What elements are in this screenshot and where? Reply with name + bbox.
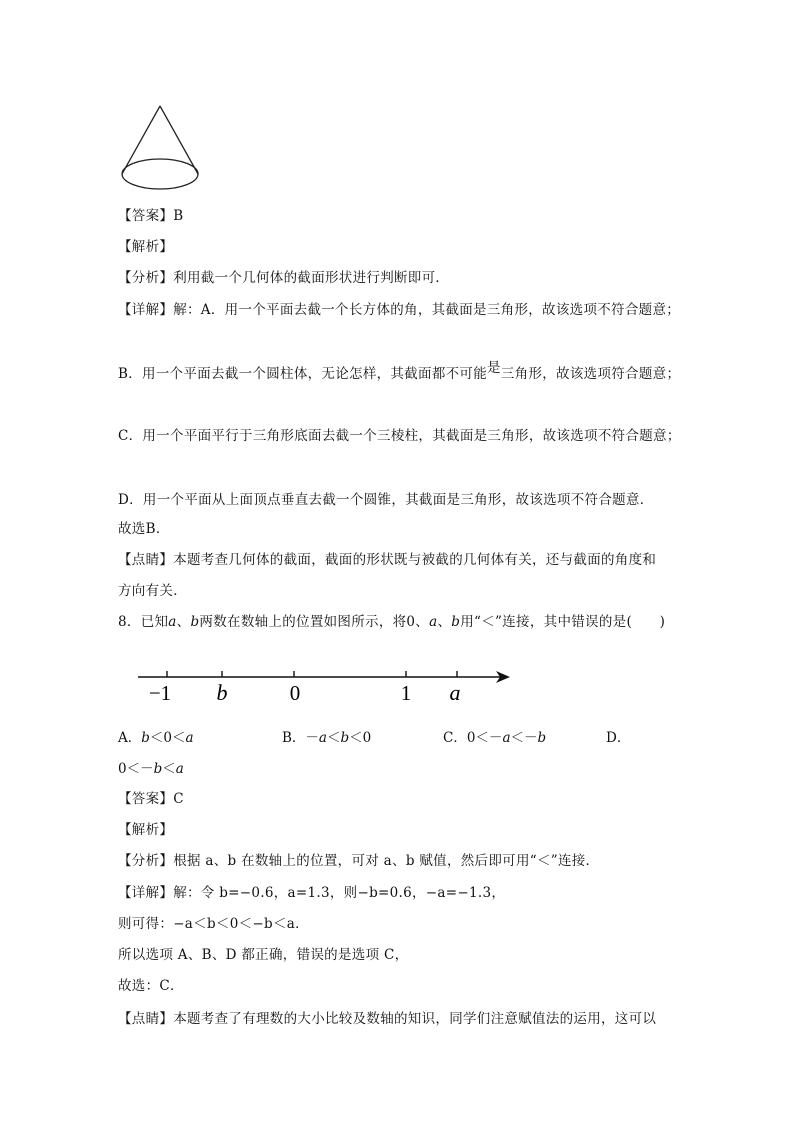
detail-b-text-post: 三角形，故该选项符合题意； bbox=[500, 366, 681, 382]
option-b-rel-1: ＜ bbox=[326, 730, 341, 746]
fenxi-text-2: 根据 a、b 在数轴上的位置，可对 a、b 赋值，然后即可用“＜”连接． bbox=[173, 853, 600, 869]
option-a-var-b: b bbox=[141, 730, 150, 746]
answer-value-2: C bbox=[173, 791, 184, 807]
option-a bbox=[118, 729, 194, 747]
tick-label-b: b bbox=[216, 680, 228, 705]
detail2-line-3 bbox=[118, 946, 408, 964]
answer-line-1 bbox=[118, 207, 183, 225]
option-a-rel: ＜0＜ bbox=[149, 730, 186, 746]
option-b-rel-2: ＜0 bbox=[349, 730, 372, 746]
option-c-label: C． bbox=[443, 730, 467, 746]
option-c-var-b: b bbox=[537, 730, 547, 746]
option-d bbox=[118, 760, 184, 778]
detail-line-a bbox=[118, 301, 680, 319]
answer-label-2: 【答案】 bbox=[118, 791, 174, 807]
dianjing-line-2 bbox=[118, 1010, 656, 1028]
option-b-var-b: b bbox=[340, 730, 350, 746]
option-b-neg: － bbox=[305, 730, 319, 746]
detail2-text-2: 则可得：−a＜b＜0＜−b＜a． bbox=[118, 916, 309, 932]
analysis-label-2: 【解析】 bbox=[118, 822, 174, 838]
detail-line-d bbox=[118, 491, 654, 509]
choose-text: 故选B． bbox=[118, 521, 170, 537]
option-c-rel-2: ＜－ bbox=[510, 730, 538, 746]
option-d-label: D． bbox=[606, 730, 631, 746]
detail-line-b bbox=[118, 360, 681, 383]
q8-number: 8．已知 bbox=[118, 614, 169, 630]
option-b-label: B． bbox=[282, 730, 306, 746]
choose-line-1 bbox=[118, 520, 170, 538]
dianjing-label: 【点睛】 bbox=[118, 552, 174, 568]
option-d-var-b: b bbox=[153, 761, 163, 777]
option-c-var-a: a bbox=[502, 730, 511, 746]
dianjing-text-1: 本题考查几何体的截面，截面的形状既与被截的几何体有关，还与截面的角度和 bbox=[173, 552, 657, 568]
detail-label: 【详解】 bbox=[118, 302, 174, 318]
detail2-line-2 bbox=[118, 915, 309, 933]
q8-text-mid: 两数在数轴上的位置如图所示，将0、 bbox=[199, 614, 430, 630]
fenxi-text: 利用截一个几何体的截面形状进行判断即可． bbox=[173, 270, 450, 286]
option-b bbox=[282, 729, 371, 747]
detail-c-text: C．用一个平面平行于三角形底面去截一个三棱柱，其截面是三角形，故该选项不符合题意； bbox=[118, 428, 681, 444]
q8-separator: 、 bbox=[176, 614, 191, 630]
answer-label: 【答案】 bbox=[118, 208, 174, 224]
dianjing-label-2: 【点睛】 bbox=[118, 1011, 174, 1027]
option-a-label: A． bbox=[118, 730, 142, 746]
analysis-heading-2 bbox=[118, 821, 173, 839]
detail2-line-1 bbox=[118, 884, 505, 902]
option-a-var-a: a bbox=[185, 730, 194, 746]
detail-d-text: D．用一个平面从上面顶点垂直去截一个圆锥，其截面是三角形，故该选项不符合题意． bbox=[118, 492, 654, 508]
option-b-var-a: a bbox=[318, 730, 327, 746]
q8-var-b-2: b bbox=[451, 614, 461, 630]
q8-var-a-2: a bbox=[429, 614, 438, 630]
fenxi-line-2 bbox=[118, 852, 599, 870]
option-c bbox=[443, 729, 546, 747]
detail-line-c bbox=[118, 427, 681, 445]
detail-b-raised-char: 是 bbox=[487, 360, 501, 376]
option-d-label-line bbox=[606, 729, 630, 747]
detail-label-2: 【详解】 bbox=[118, 885, 174, 901]
q8-var-b: b bbox=[190, 614, 200, 630]
analysis-label: 【解析】 bbox=[118, 239, 174, 255]
cone-figure bbox=[116, 100, 206, 195]
tick-label-a: a bbox=[449, 680, 461, 705]
detail2-text-1: 解：令 b=−0.6，a=1.3，则−b=0.6，−a=−1.3， bbox=[173, 885, 506, 901]
tick-label-zero: 0 bbox=[289, 681, 301, 705]
fenxi-label-2: 【分析】 bbox=[118, 853, 174, 869]
q8-var-a: a bbox=[168, 614, 177, 630]
dianjing-line-1b bbox=[118, 582, 187, 600]
tick-label-minus-one: −1 bbox=[148, 681, 172, 705]
fenxi-line-1 bbox=[118, 269, 449, 287]
detail-b-text-pre: B．用一个平面去截一个圆柱体，无论怎样，其截面都不可能 bbox=[118, 366, 488, 382]
number-line bbox=[130, 660, 520, 710]
option-d-var-a: a bbox=[175, 761, 184, 777]
option-d-rel-2: ＜ bbox=[162, 761, 176, 777]
analysis-heading-1 bbox=[118, 238, 173, 256]
tick-label-one: 1 bbox=[400, 681, 412, 705]
detail2-text-3: 所以选项 A、B、D 都正确，错误的是选项 C， bbox=[118, 947, 409, 963]
answer-line-2 bbox=[118, 790, 184, 808]
fenxi-label: 【分析】 bbox=[118, 270, 174, 286]
detail2-line-4 bbox=[118, 977, 184, 995]
answer-value: B bbox=[173, 208, 184, 224]
dianjing-text-2: 方向有关． bbox=[118, 583, 187, 599]
question-8 bbox=[118, 613, 665, 631]
q8-separator-2: 、 bbox=[437, 614, 452, 630]
dianjing-line-1a bbox=[118, 551, 656, 569]
option-d-rel-1: 0＜－ bbox=[118, 761, 154, 777]
detail-a-text: 解：A．用一个平面去截一个长方体的角，其截面是三角形，故该选项不符合题意； bbox=[173, 302, 681, 318]
dianjing-text-2b: 本题考查了有理数的大小比较及数轴的知识，同学们注意赋值法的运用，这可以 bbox=[173, 1011, 657, 1027]
detail2-text-4: 故选：C． bbox=[118, 978, 184, 994]
option-c-rel-1: 0＜－ bbox=[466, 730, 503, 746]
q8-text-tail: 用“＜”连接，其中错误的是( ) bbox=[460, 614, 666, 630]
